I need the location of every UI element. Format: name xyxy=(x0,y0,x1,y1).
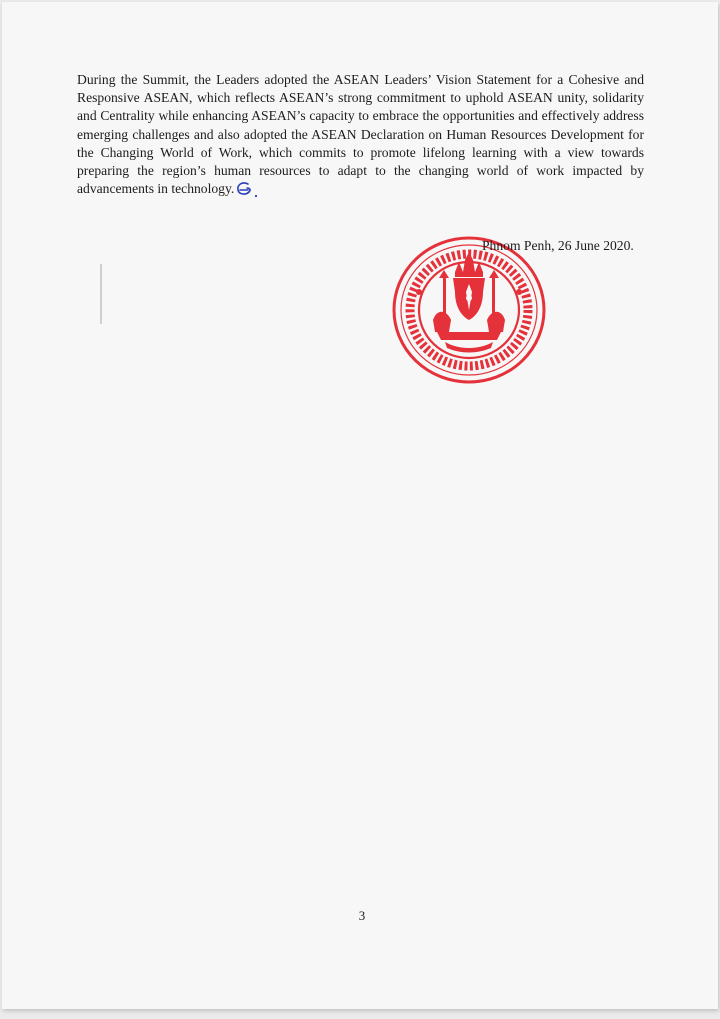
summit-paragraph xyxy=(77,71,644,198)
place-date: Phnom Penh, 26 June 2020. xyxy=(482,238,634,253)
document-page xyxy=(2,2,718,1009)
page-number: 3 xyxy=(358,908,366,923)
handwritten-initial-icon xyxy=(234,180,262,198)
paragraph-text: During the Summit, the Leaders adopted the ASEAN Leaders’ Vision Statement for a Cohesive and Responsive ASEAN, which reflects ASEAN’s strong commitment to uphold ASEAN unity, solidarity and Centrality while enhancing ASEAN’s capacity to embrace the opportunities and effectively address emerging challenges and also adopted the ASEAN Declaration on Human Resources Development for the Changing World of Work, which commits to promote lifelong learning with a view towards preparing the region’s human resources to adapt to the changing world of work impacted by advancements in technology. xyxy=(77,72,644,197)
official-seal-icon xyxy=(388,232,550,388)
scan-edge-mark xyxy=(100,264,102,324)
